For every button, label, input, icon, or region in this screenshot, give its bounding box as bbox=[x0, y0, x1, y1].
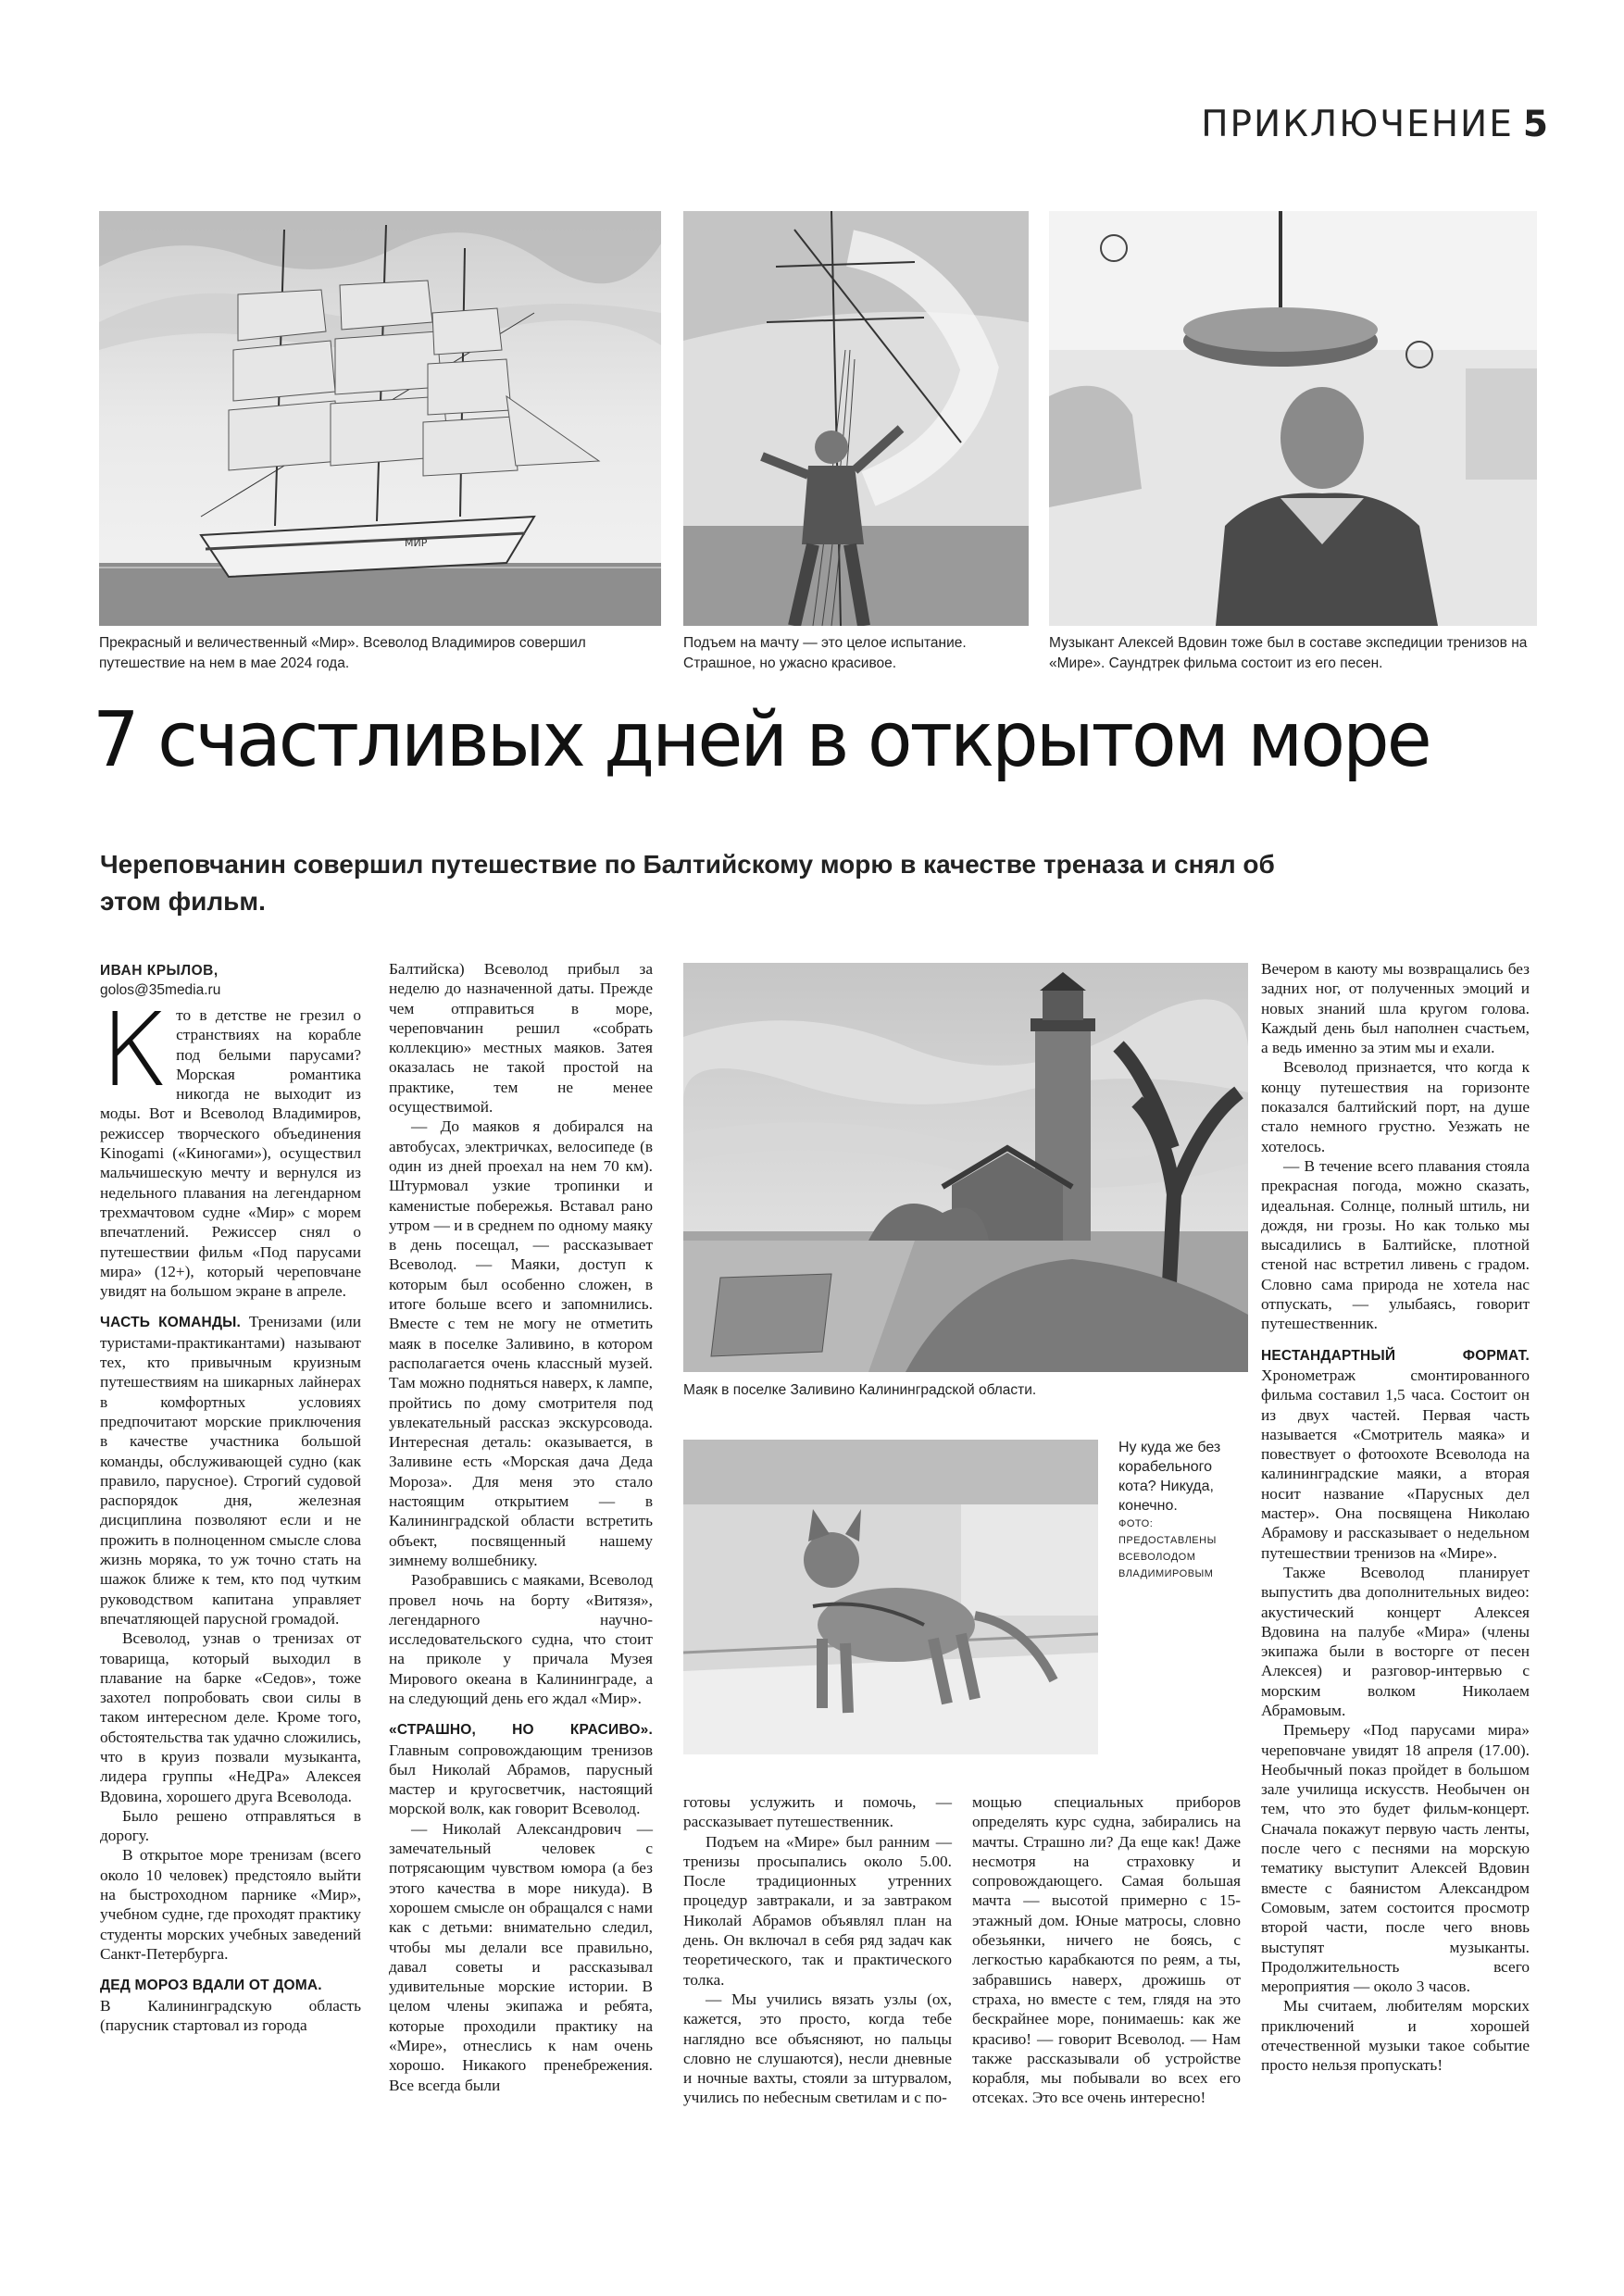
subhead: Череповчанин совершил путешествие по Балтийскому морю в качестве треназа и снял об этом фильм. bbox=[100, 850, 1275, 916]
page-number: 5 bbox=[1522, 104, 1550, 145]
paragraph-text: Главным сопровождающим тренизов был Николай Абрамов, парусный мастер и кругосветчик, настоящий морской волк, как говорит Всеволод. bbox=[389, 1741, 653, 1818]
lighthouse-photo bbox=[683, 963, 1248, 1372]
paragraph-text: Хронометраж смонтированного фильма составил 1,5 часа. Состоит он из двух частей. Первая часть называется «Смотритель маяка» и повествует о фотоохоте Всеволода на калининградские маяки, а вторая носит название «Парусных дел мастер». Она посвящена Николаю Абрамову и рассказывает о недельном путешествии тренизов на «Мире». bbox=[1261, 1366, 1530, 1562]
paragraph: Разобравшись с маяками, Всеволод провел ночь на борту «Витязя», легендарного научно-исследовательского судна, что стоит на приколе у причала Музея Мирового океана в Калининграде, а на следующий день его ждал «Мир». bbox=[389, 1571, 653, 1707]
lighthouse-caption: Маяк в поселке Заливино Калининградской области. bbox=[683, 1382, 1037, 1398]
paragraph: В открытое море тренизам (всего около 10 человек) предстояло выйти на быстроходном парнике «Мир», учебном судне, где проходят практику студенты морских учебных заведений Санкт-Петербурга. bbox=[100, 1846, 361, 1963]
column-4 bbox=[972, 1792, 1241, 2108]
subheading: НЕСТАНДАРТНЫЙ ФОРМАТ. bbox=[1261, 1347, 1530, 1364]
headline: 7 счастливых дней в открытом море bbox=[93, 696, 1430, 784]
paragraph: — Мы учились вязать узлы (ох, кажется, это просто, когда тебе наглядно все объясняют, но пальцы словно не слушаются), несли дневные и ночные вахты, стояли за штурвалом, учились по небесным светилам и с по- bbox=[683, 1990, 952, 2107]
column-1 bbox=[100, 991, 361, 2035]
paragraph: — До маяков я добирался на автобусах, электричках, велосипеде (в один из дней проехал на нем 70 км). Штурмовал узкие тропинки и каменистые побережья. Вставал рано утром — и в среднем по одному маяку в день посещал, — рассказывает Всеволод. — Маяки, доступ к которым был особенно сложен, в итоге больше всего и запомнились. Вместе с тем не могу не отметить маяк в поселке Заливино, в котором располагается очень классный музей. Там можно подняться наверх, к лампе, пройтись по дому смотрителя под увлекательный рассказ экскурсовода. Интересная деталь: оказывается, в Заливине есть «Морская дача Деда Мороза». Для меня это стало настоящим открытием — в Калининградской области встретить объект, посвященный нашему зимнему волшебнику. bbox=[389, 1117, 653, 1569]
paragraph: — Николай Александрович — замечательный человек с потрясающим чувством юмора (а без этого качества в море никуда). В хорошем смысле он обращался с нами как с детьми: внимательно следил, чтобы мы делали все правильно, давал советы и рассказывал удивительные морские истории. В целом члены экипажа и ребята, которые проходили практику на «Мире», отнеслись к нам очень хорошо. Никакого пренебрежения. Все всегда были bbox=[389, 1819, 653, 2094]
ship-hull-name: МИР bbox=[405, 537, 428, 549]
paragraph-text: В Калининградскую область (парусник стартовал из города bbox=[100, 1996, 361, 2034]
paragraph: — В течение всего плавания стояла прекрасная погода, можно сказать, идеальная. Солнце, полный штиль, ни дождя, ни грозы. Но как только мы высадились в Балтийске, плотной стеной нас встретил ливень с градом. Словно сама природа не хотела нас отпускать, — улыбаясь, говорит путешественник. bbox=[1261, 1156, 1530, 1333]
column-3 bbox=[683, 1792, 952, 2108]
mast-photo bbox=[683, 211, 1029, 626]
photo-credit: ФОТО: ПРЕДОСТАВЛЕНЫ ВСЕВОЛОДОМ ВЛАДИМИРОВЫМ bbox=[1118, 1518, 1217, 1579]
paragraph: Мы считаем, любителям морских приключений и хорошей отечественной музыки такое событие просто нельзя пропускать! bbox=[1261, 1997, 1530, 2075]
paragraph bbox=[100, 1312, 361, 1628]
section-header bbox=[1201, 104, 1550, 145]
mast-caption: Подъем на мачту — это целое испытание. Страшное, но ужасно красивое. bbox=[683, 635, 967, 671]
paragraph: Всеволод признается, что когда к концу путешествия на горизонте показался балтийский порт, на душе стало немного грустно. Уезжать не хотелось. bbox=[1261, 1058, 1530, 1155]
section-name: ПРИКЛЮЧЕНИЕ bbox=[1201, 104, 1514, 145]
subheading: ЧАСТЬ КОМАНДЫ. bbox=[100, 1315, 242, 1331]
paragraph: готовы услужить и помочь, — рассказывает путешественник. bbox=[683, 1793, 952, 1831]
paragraph bbox=[1261, 1345, 1530, 1563]
author-name: ИВАН КРЫЛОВ, bbox=[100, 963, 219, 979]
author-email: golos@35media.ru bbox=[100, 982, 221, 998]
paragraph-text: Тренизами (или туристами-практикантами) называют тех, кто привычным круизным путешествиям на шикарных лайнерах в комфортных условиях предпочитают морские приключения в качестве участника большой команды, обслуживающей судно (как правило, парусное). Строгий судовой распорядок дня, железная дисциплина позволяют если и не прожить в полноценном смысле слова жизнь моряка, то уж точно стать на шажок ближе к тем, кто под чутким руководством капитана управляет впечатляющей парусной громадой. bbox=[100, 1313, 361, 1628]
paragraph: Всеволод, узнав о тренизах от товарища, который выходил в плавание на барке «Седов», тоже захотел попробовать свои силы в таком интересном деле. Кроме того, обстоятельства так удачно сложились, что в круиз позвали музыканта, лидера группы «НеДРа» Алексея Вдовина, хорошего друга Всеволода. bbox=[100, 1629, 361, 1805]
cat-caption: Ну куда же без корабельного кота? Никуда, конечно. bbox=[1118, 1440, 1221, 1514]
paragraph: мощью специальных приборов определять курс судна, забирались на мачты. Страшно ли? Да еще как! Даже несмотря на страховку и сопровождающего. Самая большая мачта — высотой примерно с 15-этажный дом. Юные матросы, словно обезьянки, ничего не боясь, с легкостью карабкаются по реям, а ты, забравшись наверх, дрожишь от страха, но вместе с тем, глядя на это бескрайнее море, понимаешь: как же красиво! — говорит Всеволод. — Нам также рассказывали об устройстве корабля, мы побывали во всех его отсеках. Это все очень интересно! bbox=[972, 1793, 1241, 2107]
ship-photo bbox=[99, 211, 661, 626]
ship-caption: Прекрасный и величественный «Мир». Всеволод Владимиров совершил путешествие на нем в мае 2024 года. bbox=[99, 635, 586, 671]
cat-caption-block bbox=[1118, 1438, 1234, 1582]
column-2 bbox=[389, 959, 653, 2095]
subheading: «СТРАШНО, НО КРАСИВО». bbox=[389, 1722, 653, 1739]
paragraph: Премьеру «Под парусами мира» череповчане увидят 18 апреля (17.00). Необычный показ пройдет в большом зале училища искусств. Необычен он тем, что это будет фильм-концерт. Сначала покажут первую часть ленты, после чего с песнями на морскую тематику выступит Алексей Вдовин вместе с баянистом Александром Сомовым, затем состоится просмотр второй части, после чего вновь выступят музыканты. Продолжительность всего мероприятия — около 3 часов. bbox=[1261, 1721, 1530, 1996]
paragraph bbox=[389, 1719, 653, 1818]
paragraph: Также Всеволод планирует выпустить два дополнительных видео: акустический концерт Алексея Вдовина на палубе «Мира» (члены экипажа были в восторге от песен Алексея) и разговор-интервью с морским волком Николаем Абрамовым. bbox=[1261, 1563, 1530, 1719]
lead-paragraph: то в детстве не грезил о странствиях на корабле под белыми парусами? Морская романтика никогда не выходит из моды. Вот и Всеволод Владимиров, режиссер творческого объединения Kinogami («Киногами»), осуществил мальчишескую мечту и вернулся из недельного плавания на легендарном трехмачтовом судне «Мир» с морем впечатлений. Режиссер снял о путешествии фильм «Под парусами мира» (12+), который череповчане увидят на большом экране в апреле. bbox=[100, 1006, 361, 1301]
cat-photo bbox=[683, 1440, 1098, 1754]
column-5 bbox=[1261, 959, 1530, 2076]
paragraph: Вечером в каюту мы возвращались без задних ног, от полученных эмоций и новых знаний шла кругом голова. Каждый день был наполнен счастьем, а ведь именно за этим мы и ехали. bbox=[1261, 960, 1530, 1057]
paragraph: Было решено отправляться в дорогу. bbox=[100, 1806, 361, 1845]
subheading: ДЕД МОРОЗ ВДАЛИ ОТ ДОМА. bbox=[100, 1978, 322, 1994]
dropcap: К bbox=[100, 991, 169, 1109]
paragraph bbox=[100, 1975, 361, 2035]
musician-caption: Музыкант Алексей Вдовин тоже был в составе экспедиции тренизов на «Мире». Саундтрек фильма состоит из его песен. bbox=[1049, 635, 1528, 671]
musician-photo bbox=[1049, 211, 1537, 626]
paragraph: Балтийска) Всеволод прибыл за неделю до назначенной даты. Прежде чем отправиться в море, череповчанин решил «собрать коллекцию» местных маяков. Затея оказалась не такой простой на практике, тем не менее осуществимой. bbox=[389, 960, 653, 1117]
paragraph: Подъем на «Мире» был ранним — тренизы просыпались около 5.00. После традиционных утренних процедур завтракали, и за завтраком Николай Абрамов объявлял план на день. Он включал в себя ряд задач как теоретического, так и практического толка. bbox=[683, 1832, 952, 1989]
